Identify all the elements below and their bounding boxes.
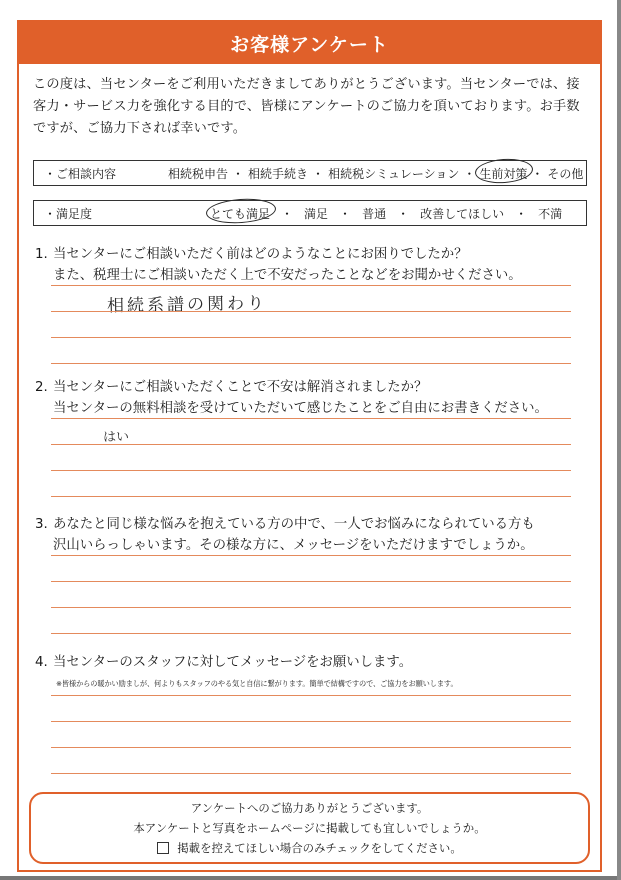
- answer-line[interactable]: [51, 363, 571, 364]
- answer-1-handwritten: 相続系譜の関わり: [106, 293, 268, 317]
- separator: ・: [339, 206, 352, 221]
- answer-line[interactable]: [51, 581, 571, 582]
- question-3: [35, 514, 591, 556]
- question-4-note: ※皆様からの暖かい励ましが、何よりもスタッフのやる気と自信に繋がります。簡単で結構ですので、ご協力をお願いします。: [56, 679, 458, 688]
- consultation-box: [33, 160, 587, 186]
- satisfaction-option-dissatisfied[interactable]: 不満: [538, 206, 563, 221]
- answer-line[interactable]: [51, 444, 571, 445]
- answer-line[interactable]: [51, 470, 571, 471]
- answer-line[interactable]: [51, 285, 571, 286]
- answer-line[interactable]: [51, 721, 571, 722]
- question-text: 当センターにご相談いただく前はどのようなことにお困りでしたか？: [53, 247, 468, 262]
- question-number: 1.: [35, 247, 48, 262]
- satisfaction-options: [162, 205, 586, 222]
- answer-2-handwritten: はい: [102, 429, 130, 446]
- question-number: 2.: [35, 380, 48, 395]
- answer-line[interactable]: [51, 337, 571, 338]
- question-text-cont: また、税理士にご相談いただく上で不安だったことなどをお聞かせください。: [53, 268, 522, 283]
- question-2: [35, 377, 591, 419]
- footer-permission-question: 本アンケートと写真をホームページに掲載しても宜しいでしょうか。: [133, 821, 486, 835]
- consultation-label: ・ご相談内容: [44, 166, 117, 181]
- no-publish-checkbox[interactable]: [157, 842, 169, 854]
- question-text-cont: 当センターの無料相談を受けていただいて感じたことをご自由にお書きください。: [53, 401, 548, 416]
- question-text-cont: 沢山いらっしゃいます。その様な方に、メッセージをいただけますでしょうか。: [53, 538, 534, 553]
- satisfaction-box: [33, 200, 587, 226]
- consultation-options: [162, 165, 586, 182]
- question-1: [35, 244, 591, 286]
- no-publish-checkbox-label: 掲載を控えてほしい場合のみチェックをしてください。: [177, 841, 462, 855]
- separator: ・: [281, 206, 294, 221]
- page-edge: [0, 876, 621, 880]
- question-text: あなたと同じ様な悩みを抱えている方の中で、一人でお悩みになられている方も: [53, 517, 535, 532]
- separator: ・: [232, 166, 245, 181]
- footer-check-line: [31, 838, 588, 858]
- satisfaction-option-neutral[interactable]: 普通: [362, 206, 387, 221]
- separator: ・: [515, 206, 528, 221]
- answer-line[interactable]: [51, 747, 571, 748]
- consult-option-procedure[interactable]: 相続手続き: [248, 166, 309, 181]
- question-number: 3.: [35, 517, 48, 532]
- answer-line[interactable]: [51, 773, 571, 774]
- answer-line[interactable]: [51, 555, 571, 556]
- answer-line[interactable]: [51, 496, 571, 497]
- question-text: 当センターのスタッフに対してメッセージをお願いします。: [53, 655, 413, 670]
- consult-option-other[interactable]: その他: [547, 166, 584, 181]
- separator: ・: [531, 166, 544, 181]
- answer-line[interactable]: [51, 418, 571, 419]
- footer-thanks: アンケートへのご協力ありがとうございます。: [190, 801, 429, 815]
- footer-box: [29, 792, 590, 864]
- page-edge: [617, 0, 621, 880]
- satisfaction-option-needs-improvement[interactable]: 改善してほしい: [420, 206, 505, 221]
- separator: ・: [463, 166, 476, 181]
- satisfaction-option-satisfied[interactable]: 満足: [304, 206, 329, 221]
- question-text: 当センターにご相談いただくことで不安は解消されましたか？: [53, 380, 428, 395]
- separator: ・: [397, 206, 410, 221]
- question-4: [35, 652, 591, 673]
- satisfaction-option-very-satisfied[interactable]: とても満足: [210, 206, 271, 221]
- survey-sheet: [17, 20, 602, 872]
- satisfaction-label: ・満足度: [44, 206, 93, 221]
- separator: ・: [312, 166, 325, 181]
- answer-line[interactable]: [51, 695, 571, 696]
- question-number: 4.: [35, 655, 48, 670]
- answer-line[interactable]: [51, 633, 571, 634]
- answer-line[interactable]: [51, 311, 571, 312]
- consult-option-pre-death-planning[interactable]: 生前対策: [479, 166, 528, 181]
- answer-line[interactable]: [51, 607, 571, 608]
- consult-option-simulation[interactable]: 相続税シミュレーション: [328, 166, 460, 181]
- intro-text: この度は、当センターをご利用いただきましてありがとうございます。当センターでは、接客力・サービス力を強化する目的で、皆様にアンケートのご協力を頂いております。お手数ですが、ご協力下されば幸いです。: [33, 77, 580, 136]
- survey-title: お客様アンケート: [19, 22, 600, 64]
- consult-option-tax-return[interactable]: 相続税申告: [168, 166, 229, 181]
